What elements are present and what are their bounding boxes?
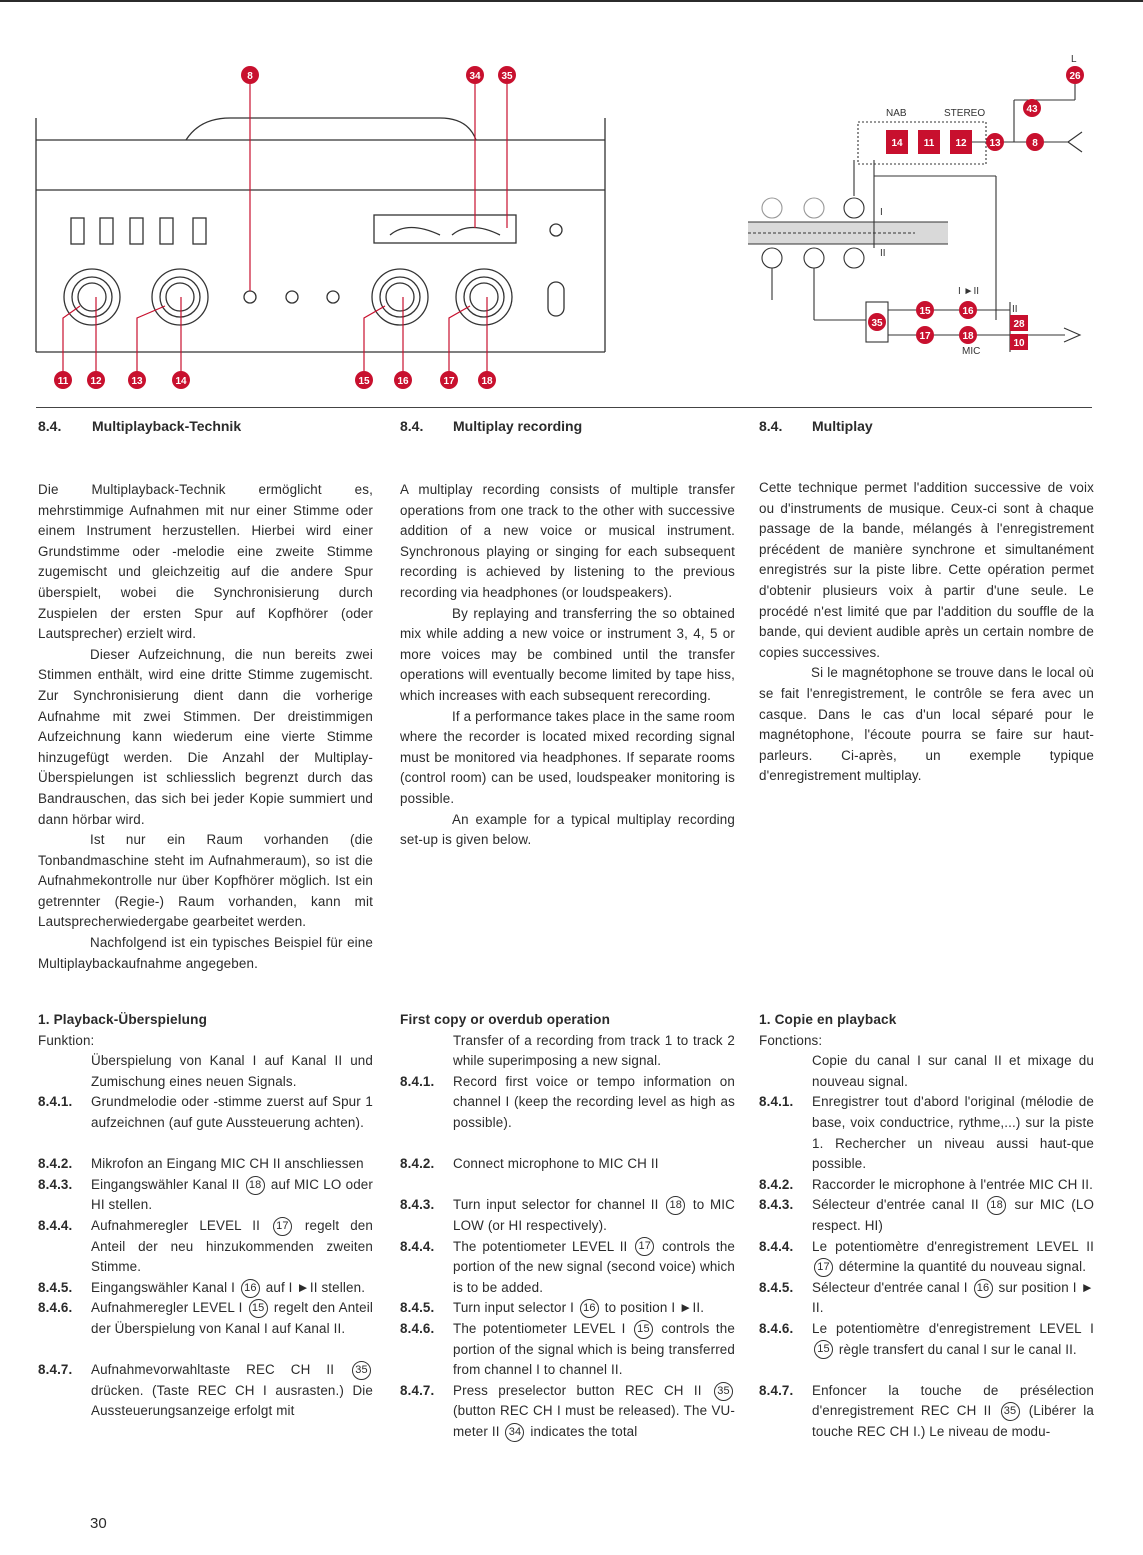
figure bbox=[0, 40, 1143, 410]
fr-p1: Cette technique permet l'addition successive de voix ou d'instruments de musique. Ceux-ci sont à chaque passage de la bande, mélangés à l'enregistrement précédent de manière synchrone et simultanément enregistrés sur la piste libre. Cette opération permet d'obtenir plusieurs voix à partir d'une seule. Le procédé n'est limité que par l'addition du souffle de la bande, qui devient audible après un certain nombre de copies successives. bbox=[759, 480, 1094, 660]
callout-11: 11 bbox=[57, 376, 69, 387]
callout-14: 14 bbox=[175, 376, 187, 387]
en-procedure bbox=[400, 1010, 735, 1442]
label-track-i: I bbox=[880, 207, 883, 218]
diag-14: 14 bbox=[891, 138, 903, 149]
en-step-3: 8.4.3. Turn input selector for channel II 18 to MIC LOW (or HI respectively). bbox=[400, 1197, 735, 1233]
top-border bbox=[0, 0, 1143, 2]
label-sel-play: I ►II bbox=[958, 286, 980, 297]
label-l: L bbox=[1071, 54, 1077, 65]
fr-step-5: 8.4.5. Sélecteur d'entrée canal I 16 sur position I ► II. bbox=[759, 1279, 1095, 1316]
fr-fn-label: Fonctions: bbox=[759, 1032, 823, 1048]
de-p3: Ist nur ein Raum vorhanden (die Tonbandmaschine steht im Aufnahmeraum), so ist die Aufnahmekontrolle nur über Kopfhörer möglich. Ist ein getrennter (Regie-) Raum vorhanden, kann mit Lautsprecherwiedergabe gearbeitet werden. bbox=[38, 832, 373, 930]
de-intro bbox=[38, 480, 373, 974]
diag-8: 8 bbox=[1032, 138, 1038, 149]
en-step-1: 8.4.1. Record first voice or tempo information on channel I (keep the recording level as high as possible). bbox=[400, 1073, 735, 1130]
de-step-2: 8.4.2. Mikrofon an Eingang MIC CH II anschliessen bbox=[38, 1156, 364, 1172]
label-stereo: STEREO bbox=[944, 108, 986, 119]
diag-26: 26 bbox=[1069, 71, 1081, 82]
en-p2: By replaying and transferring the so obtained mix while adding a new voice or instrument 3, 4, 5 or more voices may be combined until the transfer operations will eventually become limited by tape hiss, which increases with each subsequent rerecording. bbox=[400, 605, 735, 703]
diag-10: 10 bbox=[1013, 338, 1025, 349]
diag-18: 18 bbox=[962, 331, 974, 342]
en-step-7: 8.4.7. Press preselector button REC CH II 35 (button REC CH I must be released). The VU-meter II 34 indicates the total bbox=[400, 1381, 735, 1443]
callout-8: 8 bbox=[247, 71, 253, 82]
diag-13: 13 bbox=[989, 138, 1001, 149]
en-step-4: 8.4.4. The potentiometer LEVEL II 17 controls the portion of the new signal (second voice) which is to be added. bbox=[400, 1238, 736, 1295]
callout-17: 17 bbox=[443, 376, 455, 387]
fr-sub: 1. Copie en playback bbox=[759, 1012, 897, 1027]
en-step-5: 8.4.5. Turn input selector I 16 to position I ►II. bbox=[400, 1298, 735, 1319]
callout-15: 15 bbox=[358, 376, 370, 387]
de-p2: Dieser Aufzeichnung, die nun bereits zwei Stimmen enthält, wird eine dritte Stimme zugemischt. Zur Synchronisierung dient dann die vorherige Aufnahme mit zwei Stimmen. Der dreistimmigen Aufzeichnung kann wiederum eine vierte Stimme hinzugefügt werden. Die Anzahl der Multiplay-Überspielungen ist schliesslich begrenzt durch das Bandrauschen, das sich bei jeder Kopie summiert und dann hörbar wird. bbox=[38, 646, 373, 827]
signal-diagram bbox=[748, 84, 1082, 352]
diag-11: 11 bbox=[923, 138, 935, 149]
heading-fr: 8.4. Multiplay bbox=[759, 418, 873, 434]
diag-28: 28 bbox=[1013, 319, 1025, 330]
callout-16: 16 bbox=[397, 376, 409, 387]
fr-procedure bbox=[759, 1010, 1094, 1442]
en-p1: A multiplay recording consists of multiple transfer operations from one track to the other with successive addition of a new voice or musical instrument. Synchronous playing or singing for each subsequent recording is achieved by listening to the previous recording via headphones (or loudspeakers). bbox=[400, 482, 735, 600]
label-ii-right: II bbox=[1012, 304, 1018, 315]
en-fn-text: Transfer of a recording from track 1 to track 2 while superimposing a new signal. bbox=[453, 1032, 735, 1069]
en-sub: First copy or overdub operation bbox=[400, 1012, 611, 1027]
fr-step-6: 8.4.6. Le potentiomètre d'enregistrement LEVEL I 15 règle transfert du canal I sur le canal II. bbox=[759, 1319, 1094, 1360]
fr-step-1: 8.4.1. Enregistrer tout d'abord l'original (mélodie de base, voix conductrice, rythme,...) sur la piste 1. Rechercher un niveau aussi haut-que possible. bbox=[759, 1094, 1094, 1172]
callout-34: 34 bbox=[469, 71, 481, 82]
de-p4: Nachfolgend ist ein typisches Beispiel für eine Multiplaybackaufnahme angegeben. bbox=[38, 935, 373, 971]
callouts-bottom bbox=[54, 371, 496, 389]
de-step-3: 8.4.3. Eingangswähler Kanal II 18 auf MIC LO oder HI stellen. bbox=[38, 1176, 374, 1213]
page-number: 30 bbox=[90, 1515, 107, 1532]
label-mic: MIC bbox=[962, 346, 981, 357]
callout-18: 18 bbox=[481, 376, 493, 387]
diag-15: 15 bbox=[919, 306, 931, 317]
en-p4: An example for a typical multiplay recording set-up is given below. bbox=[400, 811, 735, 848]
de-procedure bbox=[38, 1010, 373, 1422]
fr-fn-text: Copie du canal I sur canal II et mixage du nouveau signal. bbox=[812, 1053, 1094, 1089]
de-step-7: 8.4.7. Aufnahmevorwahltaste REC CH II 35 drücken. (Taste REC CH I ausrasten.) Die Aussteuerungsanzeige erfolgt mit bbox=[38, 1362, 373, 1419]
de-fn-text: Überspielung von Kanal I auf Kanal II und Zumischung eines neuen Signals. bbox=[91, 1053, 373, 1089]
en-step-2: 8.4.2. Connect microphone to MIC CH II bbox=[400, 1156, 659, 1172]
callout-35: 35 bbox=[501, 71, 513, 82]
de-fn-label: Funktion: bbox=[38, 1032, 95, 1048]
de-step-5: 8.4.5. Eingangswähler Kanal I 16 auf I ►II stellen. bbox=[38, 1278, 373, 1299]
tape-recorder-front-panel bbox=[36, 118, 605, 352]
de-sub: 1. Playback-Überspielung bbox=[38, 1012, 208, 1027]
diag-12: 12 bbox=[955, 138, 967, 149]
de-p1: Die Multiplayback-Technik ermöglicht es, mehrstimmige Aufnahmen mit nur einer Stimme oder einem Instrument herzustellen. Hierbei wird einer Grundstimme oder -melodie eine zweite Stimme zugemischt und gleichzeitig auf die andere Spur überspielt, wobei die Synchronisierung durch Zuspielen der ersten Spur auf Kopfhörer (oder Lautsprecher) erzielt wird. bbox=[38, 482, 373, 642]
diag-43: 43 bbox=[1026, 104, 1038, 115]
label-nab: NAB bbox=[886, 108, 907, 119]
callouts-top bbox=[241, 66, 516, 84]
heading-en: 8.4. Multiplay recording bbox=[400, 418, 583, 434]
fr-step-7: 8.4.7. Enfoncer la touche de présélection d'enregistrement REC CH II 35 (Libérer la touche REC CH I.) Le niveau de modu- bbox=[759, 1382, 1094, 1439]
fr-step-3: 8.4.3. Sélecteur d'entrée canal II 18 sur MIC (LO respect. HI) bbox=[759, 1197, 1095, 1233]
de-step-4: 8.4.4. Aufnahmeregler LEVEL II 17 regelt den Anteil der neu hinzukommenden zweiten Stimme. bbox=[38, 1217, 373, 1275]
de-step-1: 8.4.1. Grundmelodie oder -stimme zuerst auf Spur 1 aufzeichnen (auf gute Aussteuerung achten). bbox=[38, 1094, 373, 1130]
fr-p2: Si le magnétophone se trouve dans le local où se fait l'enregistrement, le contrôle se fera avec un casque. Dans le cas d'un local séparé pour le magnétophone, l'écoute pourra se faire sur haut-parleurs. Ci-après, un exemple typique d'enregistrement multiplay. bbox=[759, 665, 1094, 784]
en-intro bbox=[400, 480, 735, 851]
diag-17: 17 bbox=[919, 331, 931, 342]
diag-35: 35 bbox=[871, 318, 883, 329]
callout-12: 12 bbox=[90, 376, 102, 387]
fr-step-2: 8.4.2. Raccorder le microphone à l'entrée MIC CH II. bbox=[759, 1176, 1093, 1192]
callout-13: 13 bbox=[131, 376, 143, 387]
heading-de: 8.4. Multiplayback-Technik bbox=[38, 418, 242, 434]
diag-16: 16 bbox=[962, 306, 974, 317]
fr-intro bbox=[759, 478, 1094, 787]
fr-step-4: 8.4.4. Le potentiomètre d'enregistrement LEVEL II 17 détermine la quantité du nouveau signal. bbox=[759, 1237, 1094, 1278]
section-rule bbox=[36, 407, 1092, 408]
de-step-6: 8.4.6. Aufnahmeregler LEVEL I 15 regelt den Anteil der Überspielung von Kanal I auf Kanal II. bbox=[38, 1300, 374, 1336]
label-track-ii: II bbox=[880, 248, 886, 259]
en-p3: If a performance takes place in the same room where the recorder is located mixed recording signal must be monitored via headphones. If separate rooms (control room) can be used, loudspeaker monitoring is possible. bbox=[400, 708, 735, 806]
en-step-6: 8.4.6. The potentiometer LEVEL I 15 controls the portion of the signal which is being transferred from channel I to channel II. bbox=[400, 1320, 736, 1378]
